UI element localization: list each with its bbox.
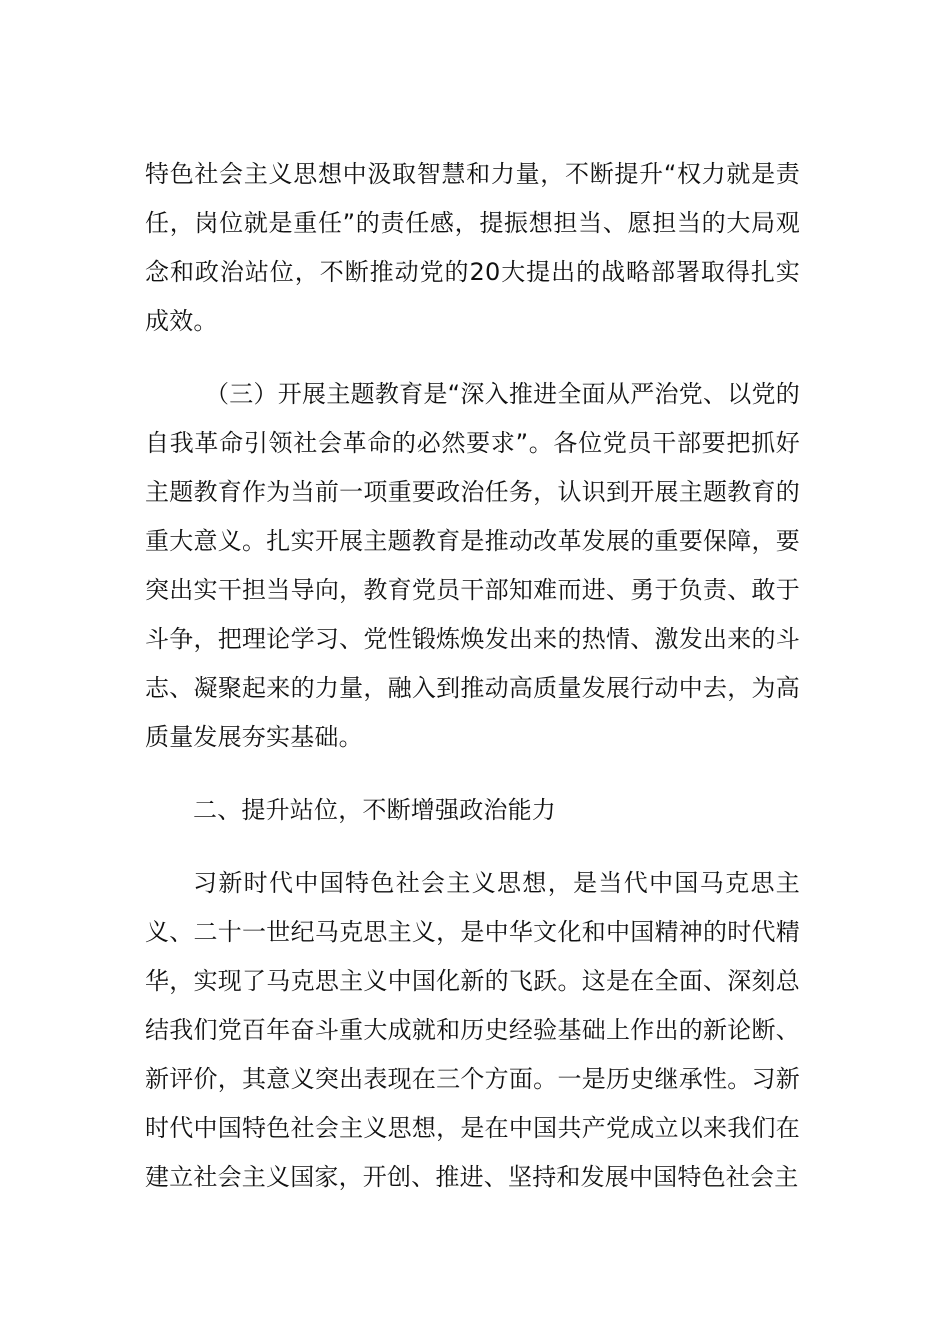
paragraph-gap [145,346,800,370]
paragraph-gap [145,762,800,786]
paragraph-gap [145,835,800,859]
paragraph-body: 习新时代中国特色社会主义思想，是当代中国马克思主义、二十一世纪马克思主义，是中华文化和中国精神的时代精华，实现了马克思主义中国化新的飞跃。这是在全面、深刻总结我们党百年奋斗重大成就和历史经验基础上作出的新论断、新评价，其意义突出表现在三个方面。一是历史继承性。习新时代中国特色社会主义思想，是在中国共产党成立以来我们在建立社会主义国家，开创、推进、坚持和发展中国特色社会主 [145,869,800,1191]
section-heading: 二、提升站位，不断增强政治能力 [193,796,556,824]
paragraph-continuation: 特色社会主义思想中汲取智慧和力量，不断提升“权力就是责任，岗位就是重任”的责任感，提振想担当、愿担当的大局观念和政治站位，不断推动党的20大提出的战略部署取得扎实成效。 [145,160,800,335]
paragraph-section-three: （三）开展主题教育是“深入推进全面从严治党、以党的自我革命引领社会革命的必然要求”。各位党员干部要把抓好主题教育作为当前一项重要政治任务，认识到开展主题教育的重大意义。扎实开展主题教育是推动改革发展的重要保障，要突出实干担当导向，教育党员干部知难而进、勇于负责、敢于斗争，把理论学习、党性锻炼焕发出来的热情、激发出来的斗志、凝聚起来的力量，融入到推动高质量发展行动中去，为高质量发展夯实基础。 [145,380,800,751]
